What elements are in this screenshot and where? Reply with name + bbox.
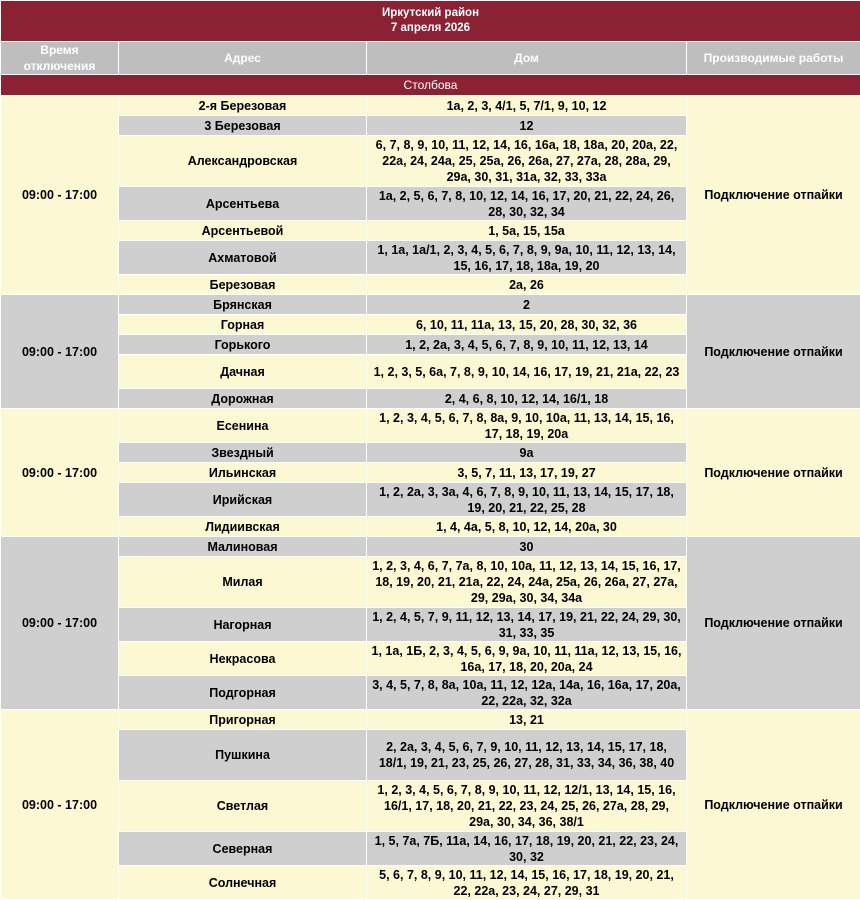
work-description: Подключение отпайки [687, 409, 860, 537]
street-name: Подгорная [119, 676, 367, 710]
street-name: 2-я Березовая [119, 96, 367, 116]
street-name: Арсентьева [119, 187, 367, 221]
outage-time: 09:00 - 17:00 [1, 710, 119, 900]
header-time: Время отключения [1, 42, 119, 75]
street-name: Лидиивская [119, 517, 367, 537]
section-title: Столбова [1, 75, 860, 96]
table-row [1, 295, 860, 315]
house-numbers: 1, 1а, 1а/1, 2, 3, 4, 5, 6, 7, 8, 9, 9а, 10, 11, 12, 13, 14, 15, 16, 17, 18, 18а, 19, 20 [367, 241, 687, 275]
house-numbers: 13, 21 [367, 710, 687, 730]
work-description: Подключение отпайки [687, 710, 860, 900]
house-numbers: 1, 2, 3, 4, 5, 6, 7, 8, 8а, 9, 10, 10а, 11, 13, 14, 15, 16, 17, 18, 19, 20а [367, 409, 687, 443]
work-description: Подключение отпайки [687, 295, 860, 409]
section-row [1, 75, 860, 96]
header-address: Адрес [119, 42, 367, 75]
work-description: Подключение отпайки [687, 537, 860, 710]
street-name: 3 Березовая [119, 116, 367, 136]
work-description: Подключение отпайки [687, 96, 860, 295]
street-name: Нагорная [119, 608, 367, 642]
district-title: Иркутский район [5, 6, 856, 21]
house-numbers: 2 [367, 295, 687, 315]
table-row [1, 96, 860, 116]
title-row [1, 1, 860, 42]
house-numbers: 1, 5а, 15, 15а [367, 221, 687, 241]
house-numbers: 2, 4, 6, 8, 10, 12, 14, 16/1, 18 [367, 389, 687, 409]
street-name: Пригорная [119, 710, 367, 730]
street-name: Ахматовой [119, 241, 367, 275]
house-numbers: 12 [367, 116, 687, 136]
street-name: Брянская [119, 295, 367, 315]
house-numbers: 6, 7, 8, 9, 10, 11, 12, 14, 16, 16а, 18, 18а, 20, 20а, 22, 22а, 24, 24а, 25, 25а, 26, 26а, 27, 27а, 28, 28а, 29, 29а, 30, 31, 31а, 32, 33, 33а [367, 136, 687, 187]
street-name: Ильинская [119, 463, 367, 483]
house-numbers: 1, 2, 2а, 3, 3а, 4, 6, 7, 8, 9, 10, 11, 13, 14, 15, 17, 18, 19, 20, 21, 22, 25, 28 [367, 483, 687, 517]
outage-time: 09:00 - 17:00 [1, 409, 119, 537]
house-numbers: 1а, 2, 5, 6, 7, 8, 10, 12, 14, 16, 17, 20, 21, 22, 24, 26, 28, 30, 32, 34 [367, 187, 687, 221]
house-numbers: 9а [367, 443, 687, 463]
header-works: Производимые работы [687, 42, 860, 75]
street-name: Горная [119, 315, 367, 335]
street-name: Звездный [119, 443, 367, 463]
street-name: Некрасова [119, 642, 367, 676]
street-name: Ирийская [119, 483, 367, 517]
street-name: Арсентьевой [119, 221, 367, 241]
outage-time: 09:00 - 17:00 [1, 96, 119, 295]
house-numbers: 1, 2, 2а, 3, 4, 5, 6, 7, 8, 9, 10, 11, 12, 13, 14 [367, 335, 687, 355]
street-name: Дорожная [119, 389, 367, 409]
table-title [1, 1, 860, 42]
house-numbers: 1, 2, 3, 4, 5, 6, 7, 8, 9, 10, 11, 12, 12/1, 13, 14, 15, 16, 16/1, 17, 18, 20, 21, 22, 23, 24, 25, 26, 27а, 28, 29, 29а, 30, 34, 36, 38/1 [367, 781, 687, 832]
house-numbers: 2а, 26 [367, 275, 687, 295]
house-numbers: 1, 5, 7а, 7Б, 11а, 14, 16, 17, 18, 19, 20, 21, 22, 23, 24, 30, 32 [367, 832, 687, 866]
outage-time: 09:00 - 17:00 [1, 537, 119, 710]
street-name: Горького [119, 335, 367, 355]
street-name: Александровская [119, 136, 367, 187]
header-row [1, 42, 860, 75]
table-row [1, 409, 860, 443]
date-title: 7 апреля 2026 [5, 21, 856, 36]
house-numbers: 30 [367, 537, 687, 557]
header-house: Дом [367, 42, 687, 75]
street-name: Есенина [119, 409, 367, 443]
street-name: Малиновая [119, 537, 367, 557]
house-numbers: 1, 2, 3, 5, 6а, 7, 8, 9, 10, 14, 16, 17, 19, 21, 21а, 22, 23 [367, 355, 687, 389]
house-numbers: 1, 2, 4, 5, 7, 9, 11, 12, 13, 14, 17, 19, 21, 22, 24, 29, 30, 31, 33, 35 [367, 608, 687, 642]
outage-time: 09:00 - 17:00 [1, 295, 119, 409]
table-row [1, 537, 860, 557]
house-numbers: 1, 1а, 1Б, 2, 3, 4, 5, 6, 9, 9а, 10, 11, 11а, 12, 13, 15, 16, 16а, 17, 18, 20, 20а, 24 [367, 642, 687, 676]
street-name: Березовая [119, 275, 367, 295]
house-numbers: 5, 6, 7, 8, 9, 10, 11, 12, 14, 15, 16, 17, 18, 19, 20, 21, 22, 22а, 23, 24, 27, 29, 31 [367, 866, 687, 900]
house-numbers: 1, 4, 4а, 5, 8, 10, 12, 14, 20а, 30 [367, 517, 687, 537]
street-name: Милая [119, 557, 367, 608]
street-name: Дачная [119, 355, 367, 389]
house-numbers: 3, 5, 7, 11, 13, 17, 19, 27 [367, 463, 687, 483]
house-numbers: 1, 2, 3, 4, 6, 7, 7а, 8, 10, 10а, 11, 12, 13, 14, 15, 16, 17, 18, 19, 20, 21, 21а, 22, 24, 24а, 25а, 26, 26а, 27, 27а, 29, 29а, 30, 34, 34а [367, 557, 687, 608]
house-numbers: 3, 4, 5, 7, 8, 8а, 10а, 11, 12, 12а, 14а, 16, 16а, 17, 20а, 22, 22а, 32, 32а [367, 676, 687, 710]
house-numbers: 1а, 2, 3, 4/1, 5, 7/1, 9, 10, 12 [367, 96, 687, 116]
street-name: Пушкина [119, 730, 367, 781]
house-numbers: 2, 2а, 3, 4, 5, 6, 7, 9, 10, 11, 12, 13, 14, 15, 17, 18, 18/1, 19, 21, 23, 25, 26, 27, 28, 31, 33, 34, 36, 38, 40 [367, 730, 687, 781]
street-name: Светлая [119, 781, 367, 832]
street-name: Северная [119, 832, 367, 866]
street-name: Солнечная [119, 866, 367, 900]
table-row [1, 710, 860, 730]
house-numbers: 6, 10, 11, 11а, 13, 15, 20, 28, 30, 32, 36 [367, 315, 687, 335]
